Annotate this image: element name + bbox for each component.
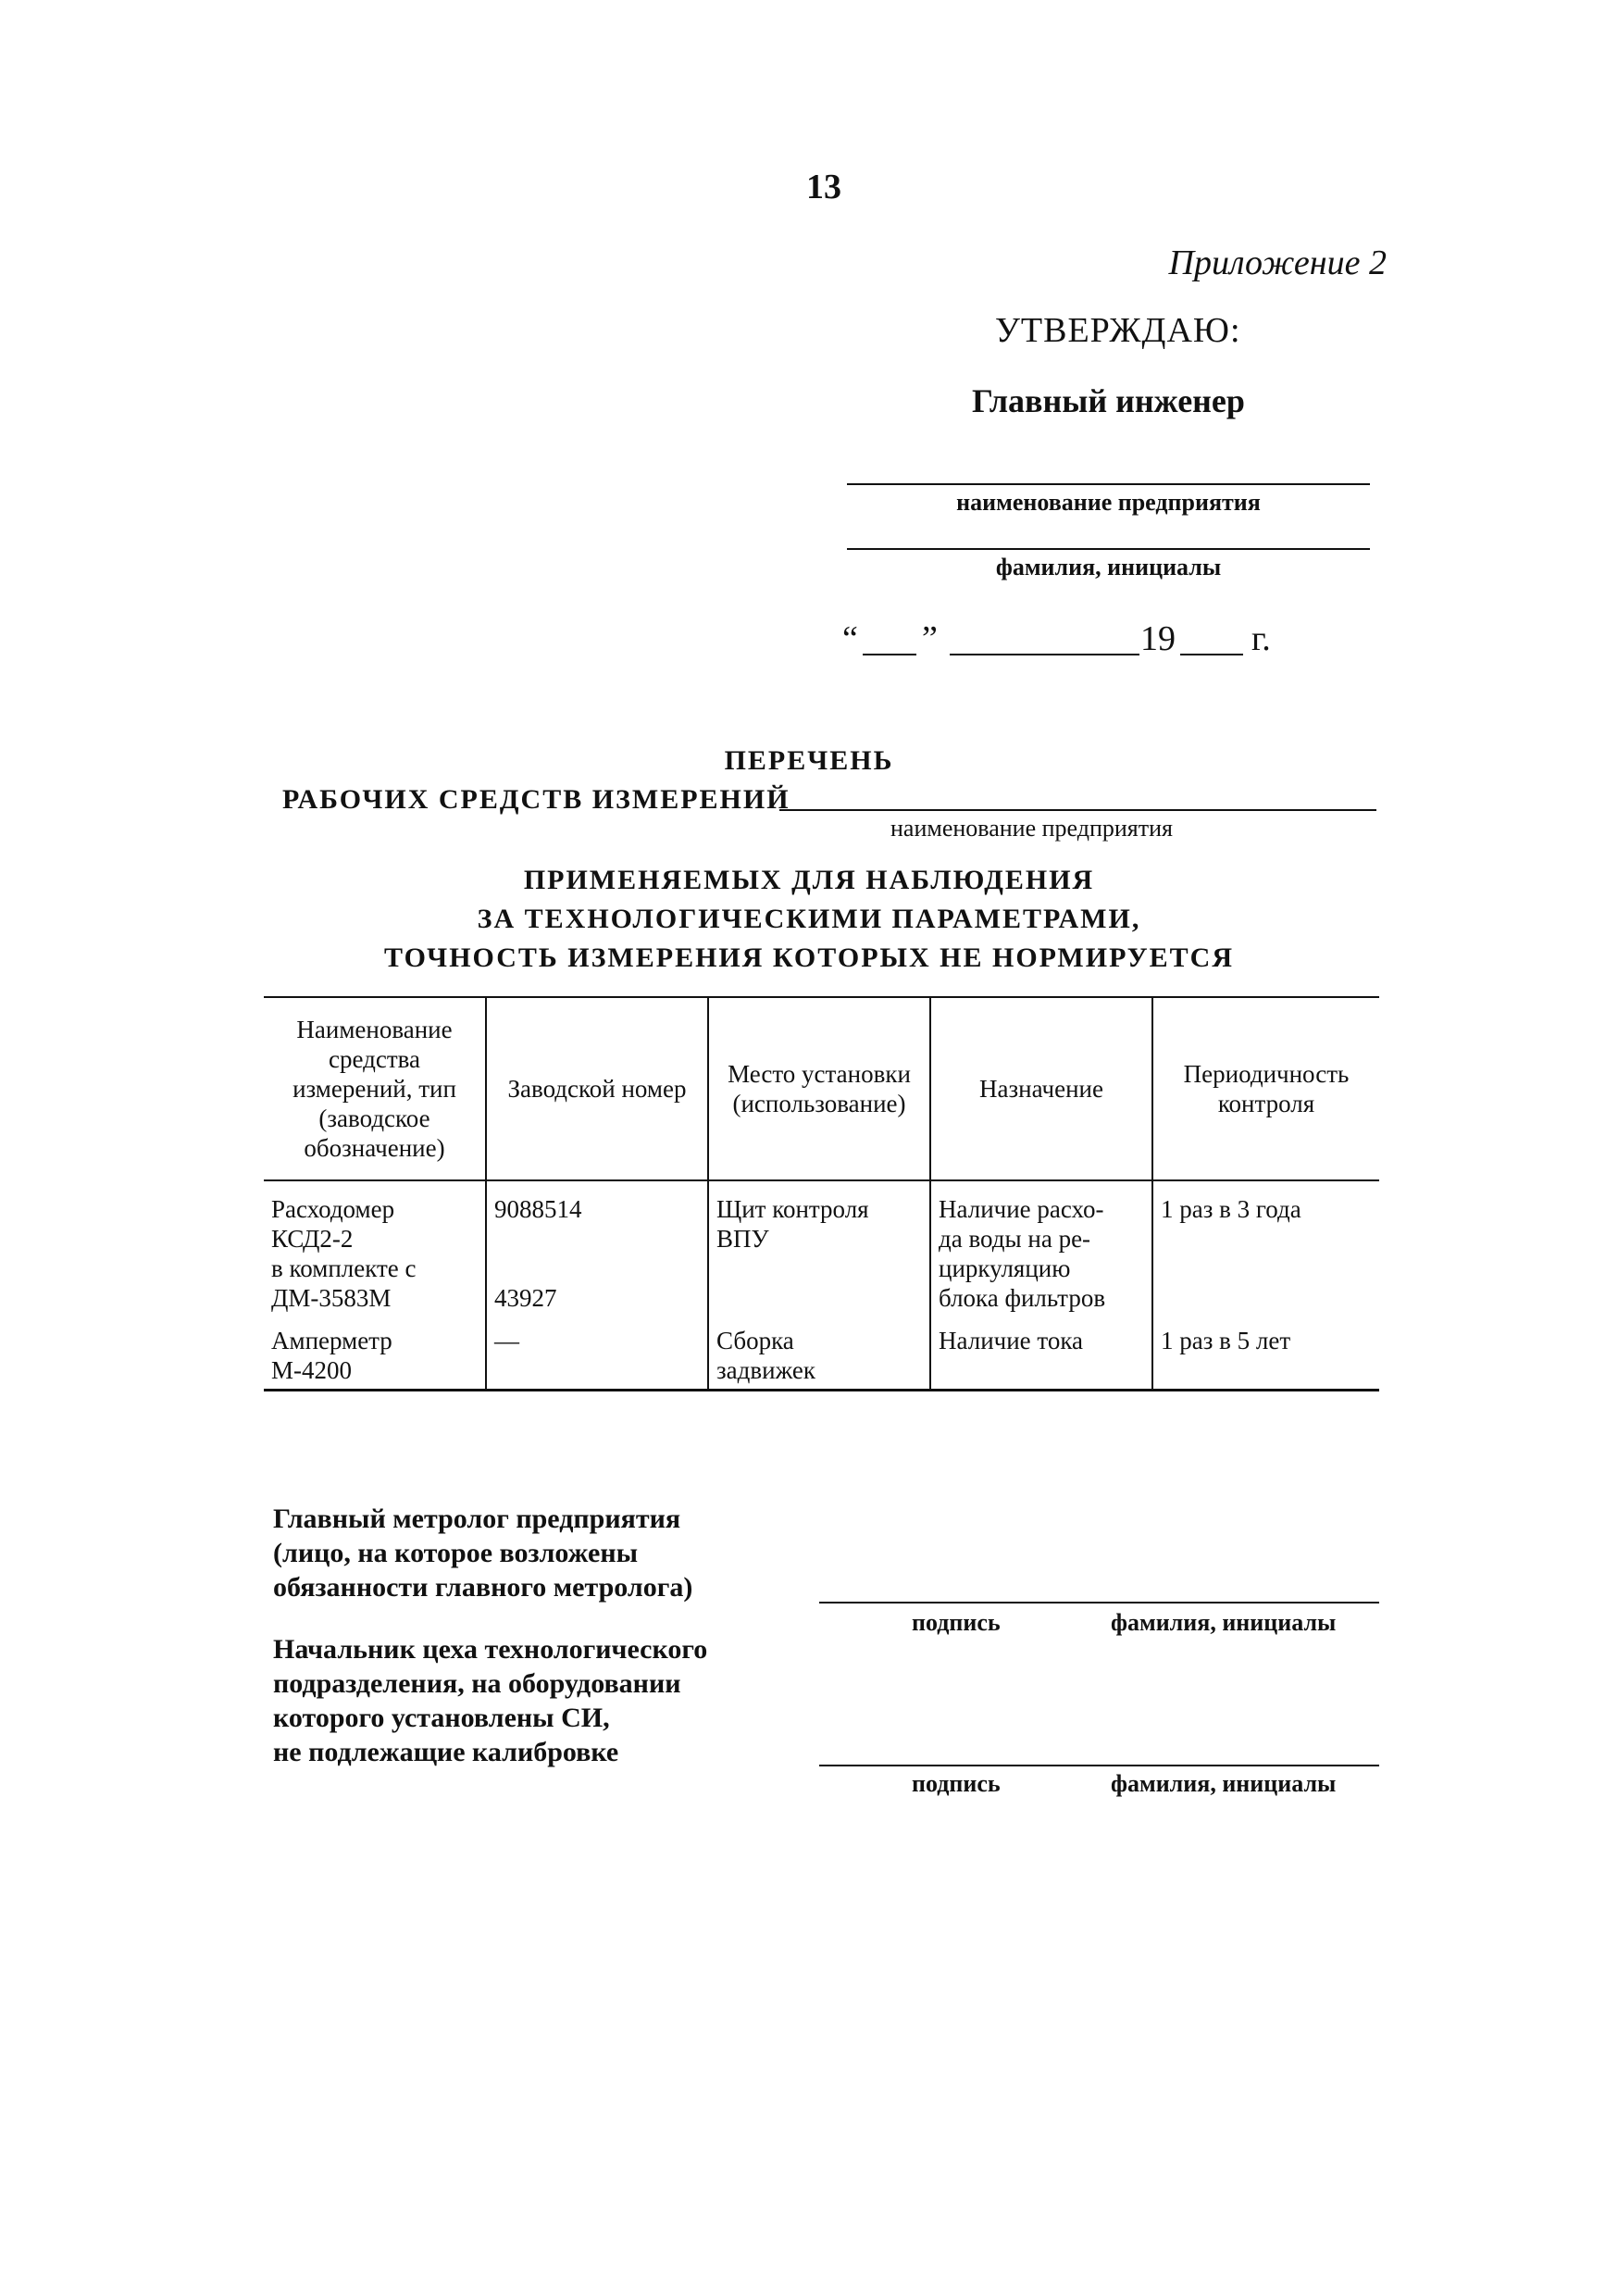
cell-line: Амперметр	[271, 1327, 392, 1354]
metrologist-signature-line	[819, 1602, 1379, 1603]
metrologist-line: обязанности главного метролога)	[273, 1572, 693, 1603]
month-blank	[950, 618, 1139, 655]
day-blank	[863, 618, 916, 655]
cell-line: да воды на ре-	[939, 1225, 1091, 1253]
cell-purpose	[930, 1316, 1152, 1391]
header-purpose: Назначение	[930, 997, 1152, 1180]
metrologist-title	[273, 1502, 692, 1604]
approval-date	[842, 618, 1370, 665]
cell-line: в комплекте с	[271, 1254, 417, 1282]
cell-line: М-4200	[271, 1356, 352, 1384]
cell-place	[708, 1316, 930, 1391]
shop-chief-line: Начальник цеха технологического	[273, 1634, 708, 1665]
metrologist-line: (лицо, на которое возложены	[273, 1538, 639, 1568]
list-title: ПЕРЕЧЕНЬ	[724, 745, 894, 776]
cell-line: Наличие расхо-	[939, 1195, 1104, 1223]
cell-line: ДМ-3583М	[271, 1284, 392, 1312]
heading-line-2: ЗА ТЕХНОЛОГИЧЕСКИМИ ПАРАМЕТРАМИ,	[477, 904, 1141, 934]
cell-line: КСД2-2	[271, 1225, 354, 1253]
table-row	[264, 1180, 1379, 1316]
cell-line: Расходомер	[271, 1195, 395, 1223]
cell-serial	[486, 1180, 708, 1316]
cell-line: 43927	[494, 1284, 557, 1312]
date-close-quote: ”	[922, 619, 938, 658]
cell-line: 1 раз в 3 года	[1161, 1195, 1301, 1223]
page-number: 13	[806, 168, 841, 206]
cell-name	[264, 1316, 486, 1391]
enterprise-name-line	[779, 809, 1376, 811]
heading-line-3: ТОЧНОСТЬ ИЗМЕРЕНИЯ КОТОРЫХ НЕ НОРМИРУЕТСЯ	[383, 942, 1235, 973]
instruments-table	[264, 996, 1379, 1391]
shop-chief-title	[273, 1632, 707, 1769]
header-period: Периодичность контроля	[1152, 997, 1379, 1180]
approver-name-caption: фамилия, инициалы	[995, 554, 1222, 580]
heading-line-1: ПРИМЕНЯЕМЫХ ДЛЯ НАБЛЮДЕНИЯ	[523, 865, 1095, 895]
cell-line: задвижек	[716, 1356, 815, 1384]
shop-chief-line: которого установлены СИ,	[273, 1703, 610, 1733]
approval-title: УТВЕРЖДАЮ:	[995, 311, 1241, 350]
cell-line: 9088514	[494, 1195, 582, 1223]
table-header-row	[264, 997, 1379, 1180]
year-suffix: г.	[1251, 619, 1271, 658]
list-heading	[0, 861, 1618, 978]
list-subtitle: РАБОЧИХ СРЕДСТВ ИЗМЕРЕНИЙ	[282, 784, 790, 815]
shop-chief-line: не подлежащие калибровке	[273, 1737, 619, 1767]
cell-period	[1152, 1180, 1379, 1316]
shop-chief-signature-line	[819, 1765, 1379, 1766]
cell-line: циркуляцию	[939, 1254, 1071, 1282]
date-open-quote: “	[842, 619, 858, 658]
cell-line: блока фильтров	[939, 1284, 1106, 1312]
year-prefix: 19	[1140, 619, 1176, 658]
cell-purpose	[930, 1180, 1152, 1316]
metrologist-line: Главный метролог предприятия	[273, 1504, 681, 1534]
cell-line: 1 раз в 5 лет	[1161, 1327, 1291, 1354]
cell-line: —	[494, 1327, 519, 1354]
approver-position: Главный инженер	[972, 382, 1245, 419]
metrologist-signature-caption: подпись	[912, 1609, 1001, 1636]
cell-period	[1152, 1316, 1379, 1391]
cell-place	[708, 1180, 930, 1316]
cell-line: Щит контроля	[716, 1195, 869, 1223]
cell-line: Наличие тока	[939, 1327, 1084, 1354]
appendix-label: Приложение 2	[1168, 243, 1387, 282]
table-row	[264, 1316, 1379, 1391]
cell-name	[264, 1180, 486, 1316]
org-name-line	[847, 483, 1370, 485]
shop-chief-signature-caption: подпись	[912, 1770, 1001, 1797]
enterprise-name-caption: наименование предприятия	[890, 815, 1173, 842]
header-name: Наименование средства измерений, тип (заводское обозначение)	[264, 997, 486, 1180]
cell-line: Сборка	[716, 1327, 794, 1354]
cell-line: ВПУ	[716, 1225, 769, 1253]
header-serial: Заводской номер	[486, 997, 708, 1180]
metrologist-name-caption: фамилия, инициалы	[1111, 1609, 1337, 1636]
year-blank	[1180, 618, 1243, 655]
shop-chief-name-caption: фамилия, инициалы	[1111, 1770, 1337, 1797]
approver-name-line	[847, 548, 1370, 550]
shop-chief-line: подразделения, на оборудовании	[273, 1668, 681, 1699]
org-name-caption: наименование предприятия	[956, 489, 1261, 516]
cell-serial	[486, 1316, 708, 1391]
header-place: Место установки (использование)	[708, 997, 930, 1180]
